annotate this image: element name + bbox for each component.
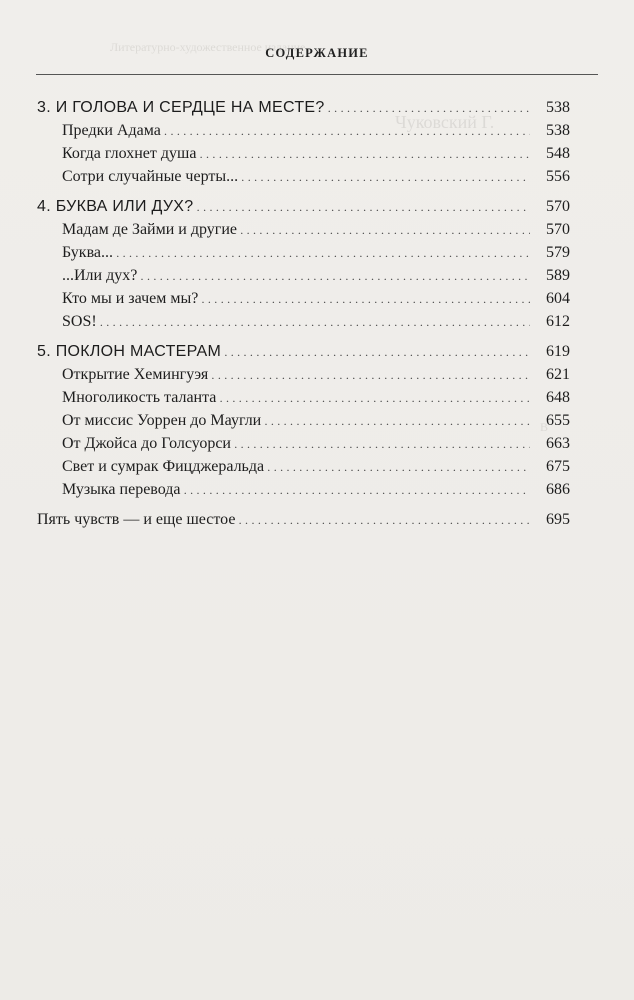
toc-entry-title: 3. И ГОЛОВА И СЕРДЦЕ НА МЕСТЕ? [37,99,325,116]
toc-page-number: 538 [546,122,570,139]
toc-page-number: 655 [546,412,570,429]
toc-subsection-row [37,409,570,432]
toc-subsection-row [37,165,570,188]
toc-page-number: 686 [546,481,570,498]
toc-subsection-row [37,142,570,165]
toc-page-number: 589 [546,267,570,284]
toc-leader [37,195,530,219]
toc-entry-title: Многоликость таланта [62,389,217,406]
section-gap [37,333,570,340]
toc-page-number: 556 [546,168,570,185]
toc-subsection-row [37,241,570,264]
toc-entry-title: Свет и сумрак Фицджеральда [62,458,265,475]
toc-page-number: 579 [546,244,570,261]
toc-entry-title: SOS! [62,313,97,330]
toc-page-number: 604 [546,290,570,307]
toc-leader [37,287,530,311]
header-rule [36,74,598,75]
toc-entry-title: ...Или дух? [62,267,138,284]
toc-page-number: 663 [546,435,570,452]
toc-page-number: 675 [546,458,570,475]
toc-leader [37,363,530,387]
toc-chapter-row [37,96,570,119]
toc-entry-title: Мадам де Займи и другие [62,221,238,238]
toc-leader [37,142,530,166]
toc-subsection-row [37,478,570,501]
toc-subsection-row [37,363,570,386]
toc-chapter-row [37,195,570,218]
toc-leader [37,264,530,288]
toc-leader [37,340,530,364]
toc-leader [37,310,530,334]
toc-entry-title: Предки Адама [62,122,161,139]
toc-subsection-row [37,386,570,409]
toc-leader [37,165,530,189]
toc-leader [37,478,530,502]
toc-entry-title: 4. БУКВА ИЛИ ДУХ? [37,198,194,215]
toc-entry-title: Сотри случайные черты... [62,168,239,185]
bleed-through-text: В [540,420,549,434]
toc-subsection-row [37,455,570,478]
page-title: СОДЕРЖАНИЕ [265,46,369,60]
toc-page-number: 619 [546,343,570,360]
toc-entry-title: Музыка перевода [62,481,181,498]
toc-leader [37,508,530,532]
section-gap [37,501,570,508]
toc-leader [37,409,530,433]
bleed-through-text: Чуковский Г. [395,112,495,132]
toc-entry-title: Буква... [62,244,114,261]
toc-subsection-row [37,264,570,287]
toc-subsection-row [37,310,570,333]
section-gap [37,188,570,195]
toc-page-number: 612 [546,313,570,330]
toc-entry-title: Пять чувств — и еще шестое [37,511,236,528]
toc-leader [37,218,530,242]
toc-page-number: 695 [546,511,570,528]
toc-entry-title: Когда глохнет душа [62,145,197,162]
toc-top-row [37,508,570,531]
bleed-through-text: Литературно-художественное издание [110,40,306,54]
toc-leader [37,119,530,143]
toc-page-number: 548 [546,145,570,162]
toc-page-number: 621 [546,366,570,383]
toc-subsection-row [37,119,570,142]
toc-subsection-row [37,218,570,241]
toc-leader [37,241,530,265]
toc-entry-title: Кто мы и зачем мы? [62,290,199,307]
toc-leader [37,455,530,479]
toc-page-number: 570 [546,198,570,215]
toc-entry-title: От миссис Уоррен до Маугли [62,412,262,429]
toc-page-number: 538 [546,99,570,116]
toc-page-number: 648 [546,389,570,406]
toc-subsection-row [37,287,570,310]
toc-leader [37,96,530,120]
toc-entry-title: Открытие Хемингуэя [62,366,209,383]
toc-leader [37,432,530,456]
toc-entry-title: 5. ПОКЛОН МАСТЕРАМ [37,343,222,360]
toc-subsection-row [37,432,570,455]
toc-leader [37,386,530,410]
toc-chapter-row [37,340,570,363]
toc-entry-title: От Джойса до Голсуорси [62,435,231,452]
table-of-contents [37,96,570,531]
toc-page-number: 570 [546,221,570,238]
